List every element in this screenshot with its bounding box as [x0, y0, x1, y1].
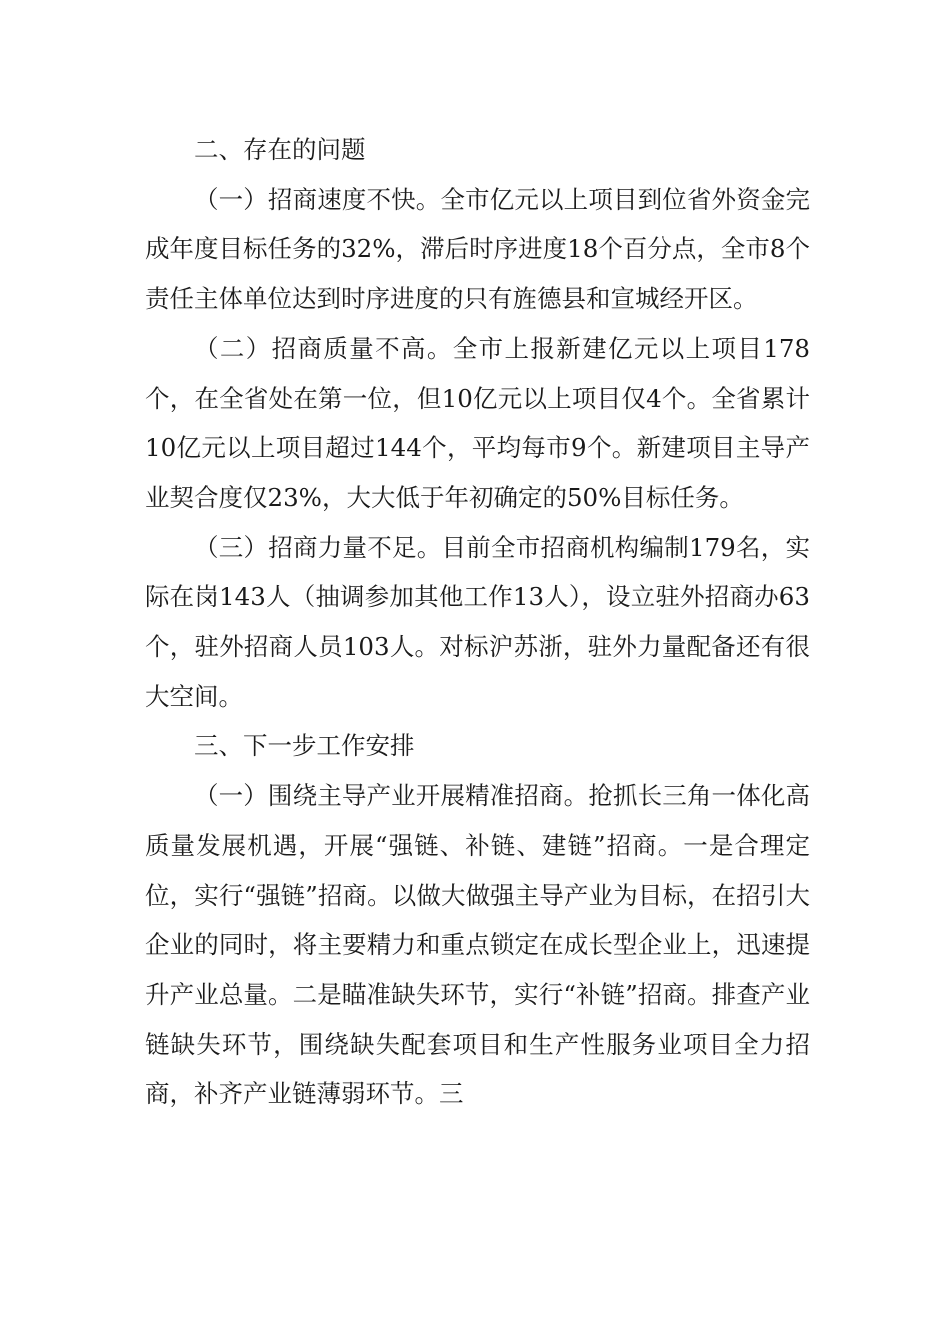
paragraph-precision-investment: （一）围绕主导产业开展精准招商。抢抓长三角一体化高质量发展机遇，开展“强链、补链、建链”招商。一是合理定位，实行“强链”招商。以做大做强主导产业为目标，在招引大企业的同时，将主要精力和重点锁定在成长型企业上，迅速提升产业总量。二是瞄准缺失环节，实行“补链”招商。排查产业链缺失环节，围绕缺失配套项目和生产性服务业项目全力招商，补齐产业链薄弱环节。三 [145, 781, 810, 1109]
section-heading-problems: 二、存在的问题 [194, 135, 366, 164]
paragraph-investment-quality: （二）招商质量不高。全市上报新建亿元以上项目178个，在全省处在第一位，但10亿元以上项目仅4个。全省累计10亿元以上项目超过144个，平均每市9个。新建项目主导产业契合度仅23%，大大低于年初确定的50%目标任务。 [145, 333, 810, 512]
paragraph-investment-capacity: （三）招商力量不足。目前全市招商机构编制179名，实际在岗143人（抽调参加其他工作13人），设立驻外招商办63个，驻外招商人员103人。对标沪苏浙，驻外力量配备还有很大空间。 [145, 532, 810, 711]
section-heading-next-steps: 三、下一步工作安排 [194, 731, 415, 761]
paragraph-investment-speed: （一）招商速度不快。全市亿元以上项目到位省外资金完成年度目标任务的32%，滞后时序进度18个百分点，全市8个责任主体单位达到时序进度的只有旌德县和宣城经开区。 [145, 184, 810, 314]
document-body [145, 125, 810, 1119]
